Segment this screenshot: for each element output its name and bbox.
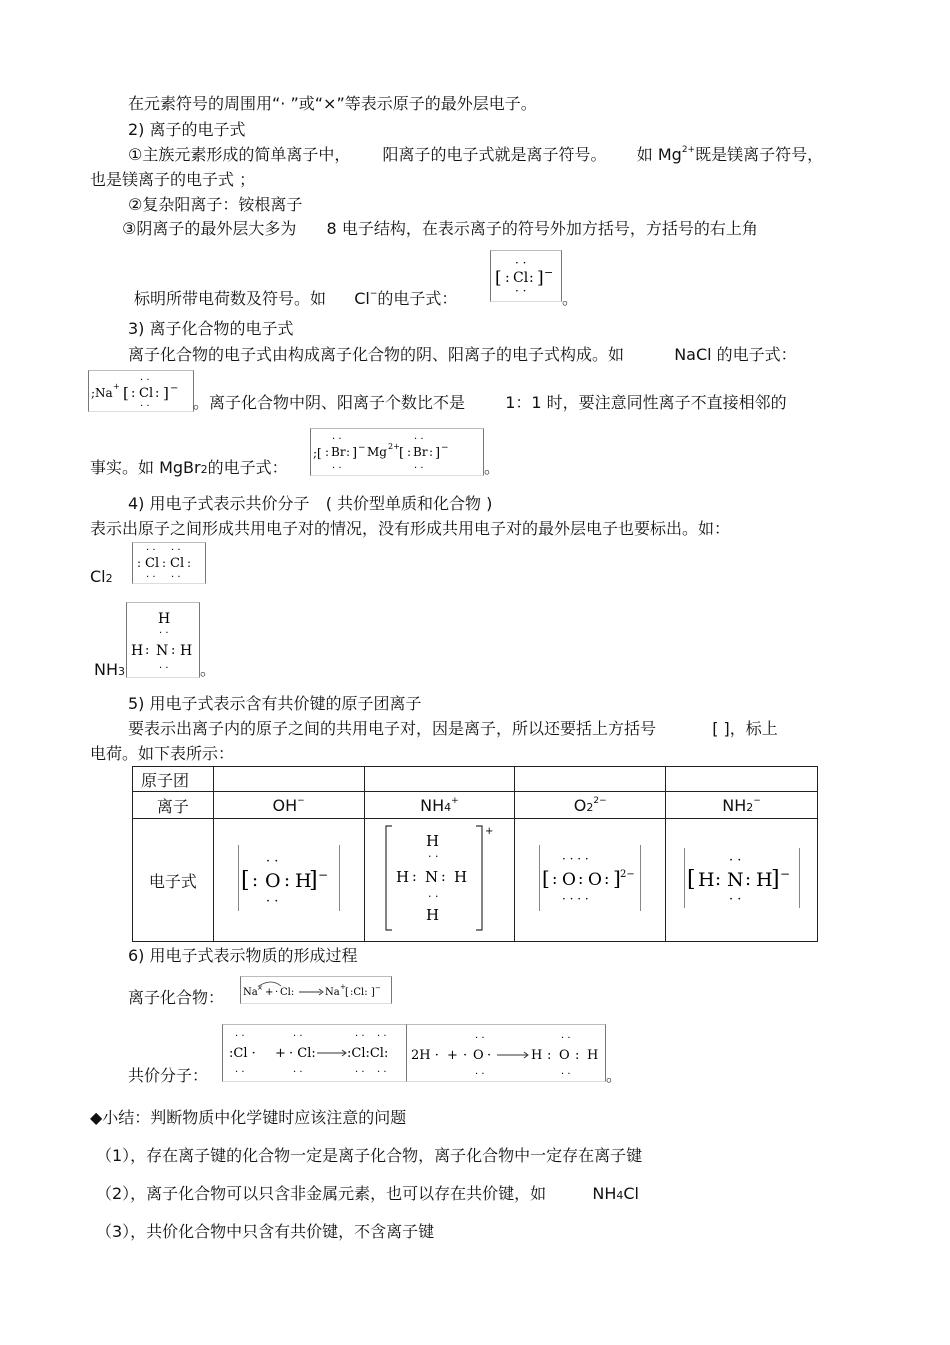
- svg-text:Na: Na: [243, 987, 258, 998]
- charge-superscript: −: [753, 795, 761, 806]
- svg-text:· ·: · ·: [146, 545, 156, 556]
- text-fragment: NaCl 的电子式：: [674, 345, 797, 364]
- text-fragment: 。: [606, 1066, 623, 1085]
- ion-formula: O: [573, 795, 587, 815]
- table-cell: [364, 767, 515, 792]
- text-fragment: 。: [200, 660, 217, 679]
- charge-superscript: −: [369, 289, 378, 299]
- cl2-electron-formula: [132, 542, 206, 584]
- text-fragment: （2），离子化合物可以只含非金属元素，也可以存在共价键，如: [96, 1184, 547, 1203]
- molecule-label: [90, 567, 113, 589]
- svg-text:H: H: [531, 1048, 543, 1063]
- svg-text::Cl ·: :Cl ·: [229, 1046, 256, 1061]
- text-fragment: Cl: [623, 1184, 639, 1203]
- svg-text:[: [: [495, 268, 502, 288]
- svg-text:−: −: [358, 443, 366, 453]
- text-line: [193, 393, 787, 413]
- text-fragment: 如 Mg: [636, 145, 682, 164]
- svg-text:[: [: [345, 987, 349, 998]
- svg-text:O: O: [473, 1048, 484, 1063]
- subscript: 4: [444, 800, 452, 814]
- diagram-frame: [238, 845, 340, 911]
- svg-text:O: O: [264, 870, 281, 892]
- svg-text:N: N: [156, 643, 169, 659]
- svg-text:· ·: · ·: [235, 1031, 245, 1042]
- svg-text:]: ]: [435, 446, 441, 461]
- text-line: [128, 145, 823, 168]
- text-fragment: 事实。如 MgBr: [90, 458, 201, 477]
- table-row: [133, 792, 818, 819]
- text-fragment: 的电子式：: [377, 289, 458, 308]
- svg-text:+: +: [265, 987, 274, 998]
- svg-text:· ·: · ·: [171, 572, 181, 583]
- svg-text::: :: [714, 869, 721, 890]
- svg-text::: :: [346, 445, 351, 459]
- text-fragment: 既是镁离子符号，: [695, 145, 824, 164]
- text-fragment: 阳离子的电子式就是离子符号。: [382, 145, 607, 164]
- subscript: 2: [105, 572, 113, 585]
- svg-text:]: ]: [163, 384, 169, 402]
- table-cell: [515, 767, 666, 792]
- text-fragment: 离子化合物的电子式由构成离子化合物的阴、阳离子的电子式构成。如: [128, 345, 625, 364]
- svg-text:Br: Br: [413, 445, 428, 459]
- svg-text:H: H: [426, 906, 440, 924]
- svg-text:·: ·: [487, 1048, 492, 1063]
- svg-text:H: H: [426, 832, 440, 850]
- svg-text:2−: 2−: [620, 869, 635, 880]
- section-heading: 5) 用电子式表示含有共价键的原子团离子: [128, 694, 422, 713]
- nh2-electron-formula: [666, 819, 818, 942]
- oh-electron-formula: [213, 819, 364, 942]
- svg-text:· ·: · ·: [475, 1069, 485, 1080]
- svg-text:· ·: · ·: [140, 401, 150, 411]
- svg-text:· ·: · ·: [728, 892, 741, 907]
- summary-item: （3），共价化合物中只含有共价键，不含离子键: [96, 1222, 435, 1241]
- svg-text::: :: [171, 643, 176, 658]
- table-cell: [666, 767, 818, 792]
- nh3-electron-formula: [126, 602, 200, 678]
- svg-text::: :: [744, 869, 751, 890]
- table-cell: 电子式: [133, 819, 214, 942]
- svg-text:O: O: [588, 870, 603, 890]
- svg-text:−: −: [170, 383, 179, 394]
- svg-text:H: H: [587, 1048, 599, 1063]
- svg-text:H: H: [158, 611, 171, 627]
- svg-text:· ·: · ·: [265, 854, 279, 869]
- table-cell: [213, 767, 364, 792]
- svg-text:+: +: [275, 1046, 286, 1061]
- section-heading: [128, 494, 492, 514]
- summary-heading: ◆小结：判断物质中化学键时应该注意的问题: [90, 1108, 407, 1127]
- diagram-frame: [384, 822, 494, 938]
- svg-text:· ·: · ·: [428, 890, 439, 903]
- svg-text:·: ·: [463, 1048, 468, 1063]
- table-row: [133, 819, 818, 942]
- mgbr2-electron-formula: [310, 428, 484, 476]
- text-line: [128, 719, 778, 739]
- subscript: 2: [200, 463, 208, 476]
- text-fragment: 1：1 时，要注意同性离子不直接相邻的: [505, 393, 787, 412]
- svg-text:Br: Br: [331, 445, 346, 459]
- svg-text::: :: [604, 869, 610, 888]
- svg-text:· ·: · ·: [728, 853, 741, 868]
- svg-text:H: H: [294, 870, 312, 892]
- svg-text:· ·: · ·: [171, 545, 181, 556]
- subscript: 4: [616, 1189, 624, 1202]
- charge-superscript: +: [451, 795, 459, 806]
- text-fragment: 的电子式：: [207, 458, 288, 477]
- molecule-label: [94, 660, 125, 682]
- svg-text:Cl: Cl: [139, 386, 154, 401]
- svg-text:Mg: Mg: [367, 445, 387, 459]
- ion-table: [132, 766, 818, 942]
- svg-text:H: H: [697, 869, 715, 891]
- svg-text:−: −: [317, 868, 328, 882]
- svg-text:;[: ;[: [313, 446, 322, 460]
- text-line: [122, 219, 758, 239]
- svg-text:N: N: [726, 869, 744, 891]
- svg-text:−: −: [441, 443, 449, 453]
- svg-text:· ·: · ·: [414, 463, 424, 474]
- svg-text:· ·: · ·: [355, 1067, 365, 1078]
- svg-text:· ·: · ·: [159, 663, 169, 674]
- text-line: [134, 289, 457, 312]
- diagram-frame: [684, 848, 800, 908]
- ion-cell-o2: [515, 792, 666, 819]
- svg-text:Na: Na: [325, 987, 340, 998]
- text-fragment: [ ]，标上: [712, 719, 778, 738]
- svg-text:Cl: Cl: [513, 270, 529, 286]
- summary-item: （1），存在离子键的化合物一定是离子化合物，离子化合物中一定存在离子键: [96, 1146, 643, 1165]
- text-fragment: ③阴离子的最外层大多为: [122, 219, 297, 238]
- svg-text:H: H: [131, 643, 144, 659]
- svg-text::: :: [325, 445, 330, 459]
- svg-text:· ·: · ·: [332, 463, 342, 474]
- svg-text:· ·: · ·: [377, 1031, 387, 1042]
- svg-text:· ·: · ·: [293, 1031, 303, 1042]
- svg-text:]: ]: [613, 866, 622, 890]
- svg-text:]: ]: [352, 446, 358, 461]
- svg-text:+: +: [447, 1048, 458, 1063]
- svg-text:[: [: [123, 384, 129, 402]
- svg-text::: :: [429, 445, 434, 459]
- svg-text:2+: 2+: [388, 442, 400, 451]
- svg-text:· ·: · ·: [332, 434, 342, 445]
- svg-text:· ·: · ·: [265, 894, 279, 909]
- svg-text::Cl:Cl:: :Cl:Cl:: [347, 1046, 389, 1061]
- svg-text:2H ·: 2H ·: [411, 1048, 439, 1063]
- svg-text:· ·: · ·: [235, 1067, 245, 1078]
- svg-text:]: ]: [308, 868, 318, 893]
- svg-text:Cl: Cl: [170, 556, 185, 571]
- section-heading: 3) 离子化合物的电子式: [128, 319, 294, 338]
- svg-text:[: [: [240, 868, 250, 893]
- section-heading: 6) 用电子式表示物质的形成过程: [128, 946, 358, 965]
- text-line: 在元素符号的周围用“· ”或“×”等表示原子的最外层电子。: [128, 94, 537, 113]
- svg-text:· ·: · ·: [561, 1033, 571, 1044]
- svg-text:+: +: [113, 382, 120, 391]
- svg-text::: :: [145, 643, 150, 658]
- charge-superscript: 2−: [593, 795, 607, 806]
- svg-text::: :: [575, 1048, 580, 1063]
- svg-text::: :: [505, 270, 510, 286]
- svg-text:+: +: [340, 983, 346, 991]
- svg-text:· ·: · ·: [293, 1067, 303, 1078]
- svg-text:· ·: · ·: [428, 850, 439, 863]
- charge-superscript: 2+: [681, 145, 696, 155]
- svg-text::: :: [187, 556, 192, 570]
- cl2-formation-process: [222, 1024, 408, 1082]
- text-line: 共价分子：: [128, 1066, 209, 1085]
- svg-text:· ·: · ·: [561, 1069, 571, 1080]
- subscript: 3: [118, 665, 125, 678]
- chloride-electron-formula: [490, 250, 562, 302]
- ion-formula: NH: [420, 795, 445, 815]
- svg-text:· ·: · ·: [140, 375, 150, 386]
- ion-formula: NH: [722, 795, 747, 815]
- svg-text::: :: [283, 870, 290, 891]
- svg-text:;Na: ;Na: [91, 386, 113, 400]
- svg-text:H: H: [755, 869, 773, 891]
- svg-text:[: [: [399, 446, 405, 461]
- text-fragment: 。: [484, 458, 501, 477]
- table-row: [133, 767, 818, 792]
- text-line: ②复杂阳离子：铵根离子: [128, 195, 303, 214]
- svg-text:[: [: [686, 867, 696, 892]
- text-fragment: 标明所带电荷数及符号。如: [134, 289, 327, 308]
- ion-formula: OH: [272, 795, 298, 815]
- text-fragment: 4) 用电子式表示共价分子: [128, 494, 310, 513]
- svg-text:·: ·: [275, 987, 279, 998]
- svg-text::: :: [407, 445, 412, 459]
- table-cell: 原子团: [133, 767, 214, 792]
- svg-text::Cl:: :Cl:: [350, 987, 368, 998]
- text-fragment: 。: [562, 289, 579, 308]
- text-fragment: Cl: [354, 289, 370, 308]
- text-fragment: 要表示出离子内的原子之间的共用电子对，因是离子，所以还要括上方括号: [128, 719, 657, 738]
- svg-text:Cl: Cl: [145, 556, 160, 571]
- svg-text:· · · ·: · · · ·: [562, 892, 589, 906]
- svg-text:]: ]: [770, 867, 780, 892]
- svg-text:· Cl:: · Cl:: [289, 1046, 316, 1061]
- svg-text:· ·: · ·: [146, 572, 156, 583]
- text-line: 电荷。如下表所示：: [90, 744, 235, 763]
- text-line: [128, 345, 797, 365]
- svg-text:]: ]: [371, 987, 375, 998]
- text-fragment: NH: [592, 1184, 617, 1203]
- text-line: 离子化合物：: [128, 988, 225, 1007]
- text-line: 表示出原子之间形成共用电子对的情况，没有形成共用电子对的最外层电子也要标出。如：: [90, 519, 731, 538]
- svg-text::: :: [552, 869, 558, 888]
- summary-item: [96, 1184, 639, 1206]
- charge-superscript: −: [297, 795, 305, 806]
- svg-text:H: H: [396, 868, 410, 886]
- diagram-frame: [539, 845, 641, 911]
- svg-text:−: −: [544, 266, 554, 279]
- svg-text:]: ]: [537, 268, 544, 288]
- svg-text:Cl:: Cl:: [280, 987, 295, 998]
- svg-text::: :: [547, 1048, 552, 1063]
- ion-cell-oh: [213, 792, 364, 819]
- svg-text:· ·: · ·: [159, 628, 169, 639]
- section-heading: 2) 离子的电子式: [128, 120, 246, 139]
- svg-text:−: −: [779, 867, 790, 881]
- svg-text::: :: [529, 270, 534, 286]
- svg-text:O: O: [559, 1048, 570, 1063]
- svg-text:· ·: · ·: [377, 1067, 387, 1078]
- text-line: 也是镁离子的电子式 ；: [90, 170, 256, 189]
- table-cell: 离子: [133, 792, 214, 819]
- svg-text:+: +: [485, 826, 494, 837]
- nacl-electron-formula: [88, 370, 194, 412]
- svg-text:−: −: [375, 984, 381, 992]
- svg-text:×: ×: [257, 984, 263, 992]
- text-fragment: NH: [94, 660, 118, 679]
- svg-text:· ·: · ·: [355, 1031, 365, 1042]
- subscript: 2: [586, 800, 594, 814]
- o2-electron-formula: [515, 819, 666, 942]
- ion-cell-nh2: [666, 792, 818, 819]
- text-line: [90, 458, 288, 480]
- subscript: 2: [746, 800, 754, 814]
- svg-text::: :: [162, 556, 167, 570]
- svg-text::: :: [441, 869, 447, 885]
- text-fragment: Cl: [90, 567, 106, 586]
- svg-text::: :: [578, 869, 584, 888]
- text-fragment: 8 电子结构，在表示离子的符号外加方括号，方括号的右上角: [326, 219, 758, 238]
- svg-text:· ·: · ·: [475, 1033, 485, 1044]
- svg-text::: :: [155, 386, 160, 401]
- svg-text:· ·: · ·: [414, 434, 424, 445]
- svg-text::: :: [137, 556, 142, 570]
- h2o-formation-process: [406, 1024, 606, 1082]
- svg-text:[: [: [542, 866, 551, 890]
- svg-text::: :: [412, 869, 418, 885]
- svg-text::: :: [251, 870, 258, 891]
- svg-text:· · · ·: · · · ·: [562, 852, 589, 866]
- nacl-formation-process: [240, 976, 392, 1004]
- svg-text:· ·: · ·: [515, 256, 527, 270]
- ion-cell-nh4: [364, 792, 515, 819]
- svg-text:H: H: [180, 643, 193, 659]
- svg-text:H: H: [454, 868, 468, 886]
- svg-text:O: O: [562, 870, 577, 890]
- svg-text::: :: [131, 386, 136, 401]
- svg-text:N: N: [425, 868, 439, 886]
- svg-text:· ·: · ·: [515, 284, 527, 298]
- text-fragment: ( 共价型单质和化合物 ): [325, 494, 493, 513]
- text-fragment: 。离子化合物中阴、阳离子个数比不是: [193, 393, 466, 412]
- nh4-electron-formula: [364, 819, 515, 942]
- text-fragment: ①主族元素形成的简单离子中，: [128, 145, 351, 164]
